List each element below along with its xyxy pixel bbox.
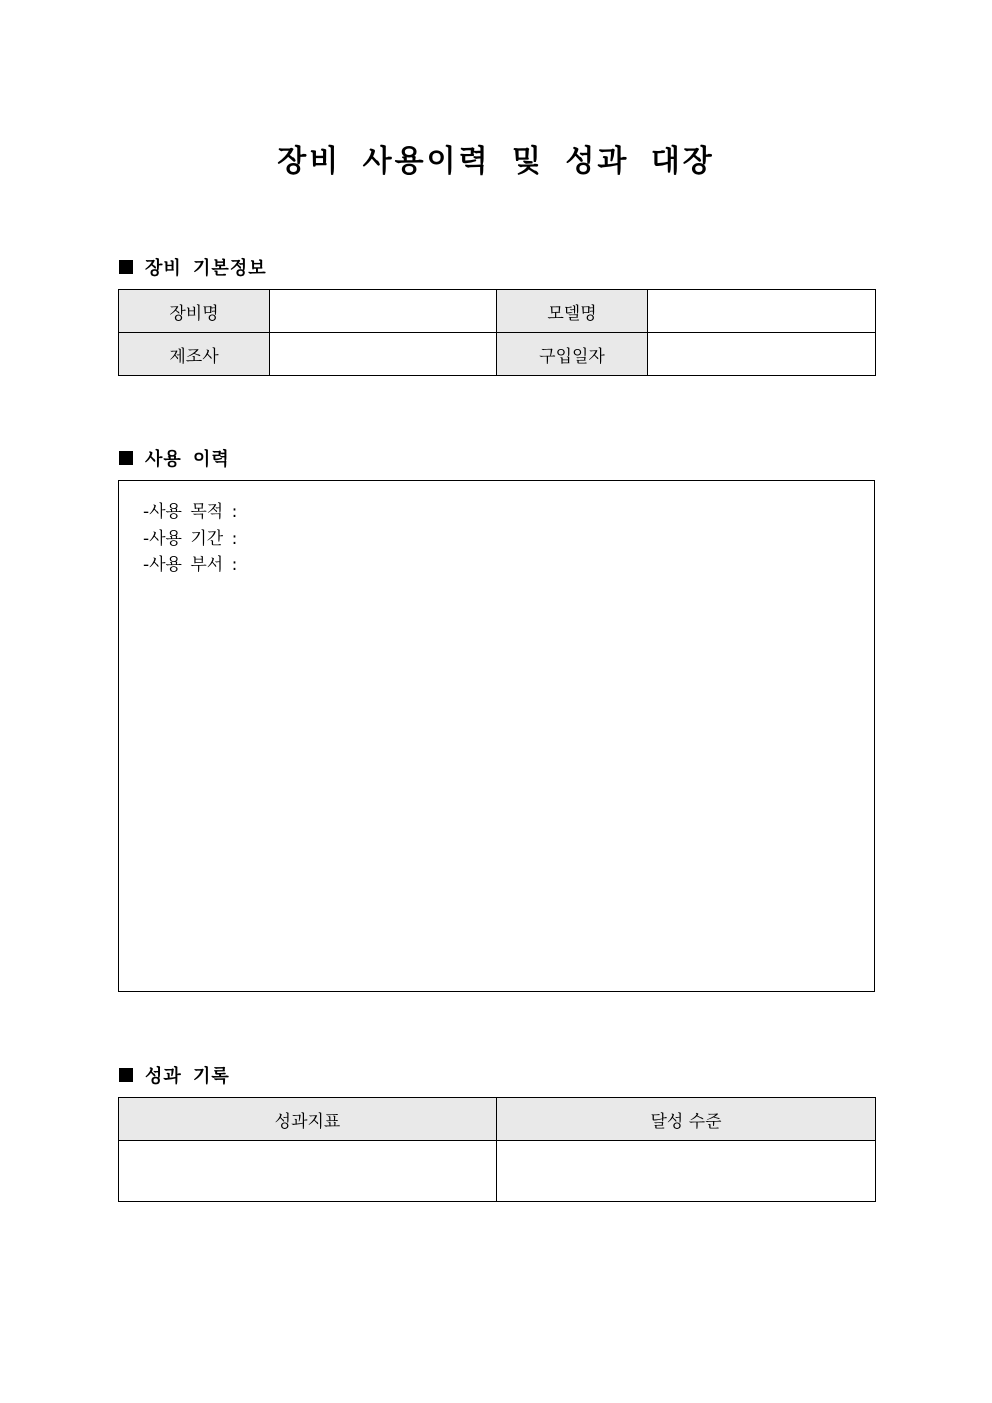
table-header-row [119,1098,876,1141]
section-heading-label: 성과 기록 [145,1066,230,1087]
performance-table [118,1097,876,1202]
section-heading-basic-info [119,254,267,280]
usage-purpose-line: -사용 목적 : [143,502,238,522]
basic-info-table [118,289,876,376]
model-name-field[interactable] [648,290,876,333]
indicator-field[interactable] [119,1141,497,1202]
section-heading-label: 장비 기본정보 [145,258,267,279]
section-heading-label: 사용 이력 [145,449,230,470]
usage-department-line: -사용 부서 : [143,555,238,575]
table-row [119,1141,876,1202]
section-heading-usage-history [119,445,230,471]
purchase-date-field[interactable] [648,333,876,376]
achievement-field[interactable] [497,1141,876,1202]
equipment-name-field[interactable] [270,290,497,333]
usage-period-line: -사용 기간 : [143,528,238,549]
section-heading-performance [119,1062,230,1088]
page-title: 장비 사용이력 및 성과 대장 [277,144,715,179]
model-name-label: 모델명 [497,290,648,333]
equipment-name-label: 장비명 [119,290,270,333]
usage-history-box[interactable] [118,480,875,992]
usage-history-lines [143,499,237,579]
column-header-achievement: 달성 수준 [497,1098,876,1141]
square-bullet-icon [119,1068,133,1082]
purchase-date-label: 구입일자 [497,333,648,376]
table-row [119,290,876,333]
column-header-indicator: 성과지표 [119,1098,497,1141]
manufacturer-field[interactable] [270,333,497,376]
square-bullet-icon [119,451,133,465]
manufacturer-label: 제조사 [119,333,270,376]
square-bullet-icon [119,260,133,274]
table-row [119,333,876,376]
